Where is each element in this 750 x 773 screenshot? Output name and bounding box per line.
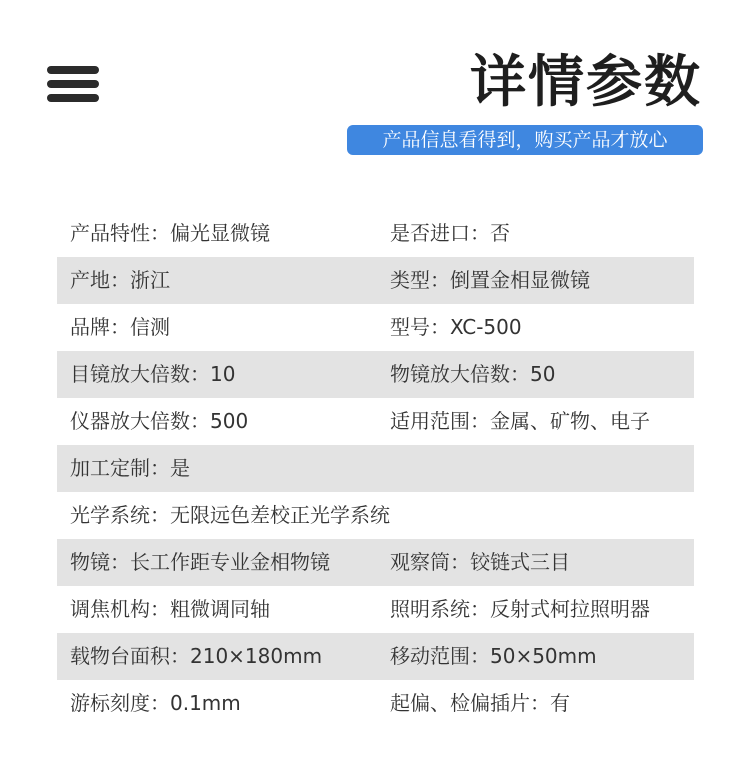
- spec-item: 载物台面积：210×180mm: [70, 644, 323, 668]
- spec-item: 型号：XC-500: [390, 315, 522, 339]
- spec-item: 观察筒：铰链式三目: [390, 550, 570, 574]
- slogan-badge: 产品信息看得到，购买产品才放心: [347, 125, 703, 155]
- spec-item: 品牌：信测: [70, 315, 170, 339]
- menu-bar: [47, 80, 99, 88]
- spec-row: [57, 539, 694, 586]
- spec-item: 光学系统：无限远色差校正光学系统: [70, 503, 390, 527]
- spec-table: [57, 210, 694, 727]
- spec-row: [57, 257, 694, 304]
- menu-icon[interactable]: [47, 66, 99, 102]
- spec-item: 移动范围：50×50mm: [390, 644, 597, 668]
- spec-item: 游标刻度：0.1mm: [70, 691, 241, 715]
- spec-row: [57, 351, 694, 398]
- spec-row: [57, 633, 694, 680]
- spec-item: 起偏、检偏插片：有: [390, 691, 570, 715]
- spec-item: 调焦机构：粗微调同轴: [70, 597, 270, 621]
- menu-bar: [47, 66, 99, 74]
- spec-row: [57, 210, 694, 257]
- spec-row: [57, 304, 694, 351]
- spec-item: 目镜放大倍数：10: [70, 362, 236, 386]
- spec-item: 物镜：长工作距专业金相物镜: [70, 550, 330, 574]
- spec-row: [57, 445, 694, 492]
- spec-item: 物镜放大倍数：50: [390, 362, 556, 386]
- spec-item: 类型：倒置金相显微镜: [390, 268, 590, 292]
- spec-row: [57, 398, 694, 445]
- spec-item: 适用范围：金属、矿物、电子: [390, 409, 650, 433]
- spec-item: 加工定制：是: [70, 456, 190, 480]
- menu-bar: [47, 94, 99, 102]
- spec-row: [57, 586, 694, 633]
- spec-item: 照明系统：反射式柯拉照明器: [390, 597, 650, 621]
- spec-row: [57, 680, 694, 727]
- spec-row: [57, 492, 694, 539]
- spec-item: 产品特性：偏光显微镜: [70, 221, 270, 245]
- spec-item: 仪器放大倍数：500: [70, 409, 249, 433]
- spec-item: 产地：浙江: [70, 268, 170, 292]
- spec-item: 是否进口：否: [390, 221, 510, 245]
- page-title: 详情参数: [470, 50, 702, 115]
